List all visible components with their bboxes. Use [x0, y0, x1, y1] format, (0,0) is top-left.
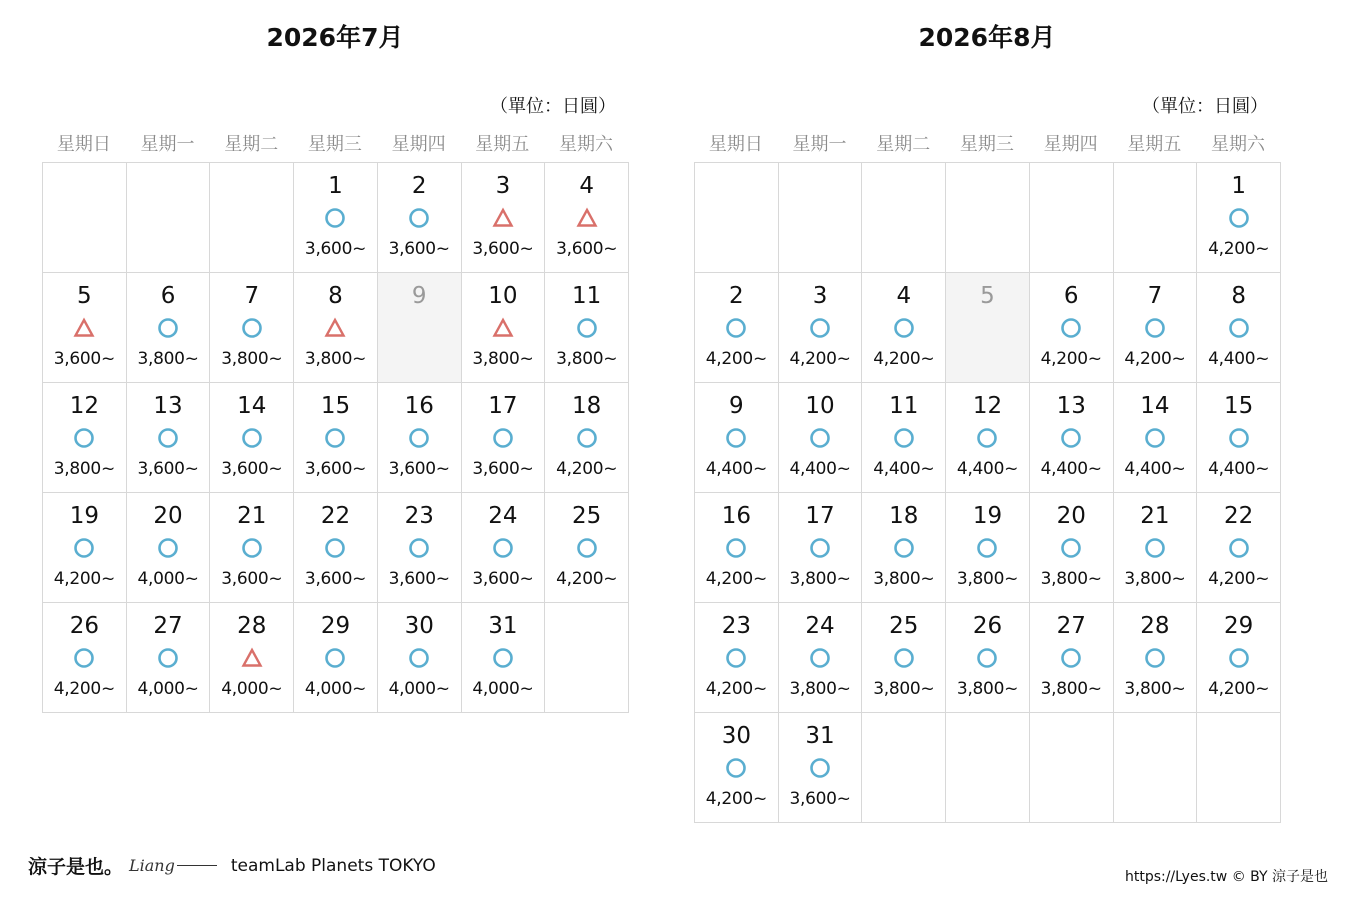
price-label: 4,200~: [1040, 349, 1102, 369]
day-number: 29: [320, 613, 351, 639]
weekday-label: 星期三: [959, 134, 1014, 155]
day-number: 25: [572, 503, 602, 529]
brand-logo: 涼子是也。: [28, 856, 124, 878]
day-number: 7: [1147, 283, 1163, 309]
day-cell: [695, 383, 779, 493]
available-circle-icon: [73, 427, 95, 449]
price-label: 4,400~: [705, 459, 767, 479]
price-label: 4,000~: [221, 679, 283, 699]
available-circle-icon: [725, 537, 747, 559]
day-cell: [695, 713, 779, 823]
day-number: 10: [488, 283, 518, 309]
day-number: 9: [729, 393, 744, 419]
price-label: 3,800~: [789, 569, 851, 589]
weekday-header: [694, 130, 1280, 160]
price-label: 4,200~: [705, 679, 767, 699]
day-cell: [462, 493, 546, 603]
day-cell: [378, 163, 462, 273]
available-circle-icon: [976, 647, 998, 669]
day-number: 1: [1231, 173, 1246, 199]
available-circle-icon: [492, 647, 514, 669]
available-circle-icon: [1228, 537, 1250, 559]
day-number: 27: [153, 613, 183, 639]
day-number: 13: [1056, 393, 1086, 419]
price-label: 3,600~: [304, 459, 367, 479]
day-cell: [1197, 273, 1281, 383]
available-circle-icon: [1228, 647, 1250, 669]
day-cell: [1197, 383, 1281, 493]
day-number: 21: [1140, 503, 1170, 529]
price-label: 3,600~: [388, 569, 450, 589]
available-circle-icon: [809, 427, 831, 449]
signature-underline: [177, 865, 217, 866]
footer-brand-area: [28, 852, 436, 879]
available-circle-icon: [809, 317, 831, 339]
price-label: 3,600~: [221, 569, 283, 589]
day-cell: [127, 383, 211, 493]
price-label: 4,200~: [53, 679, 115, 699]
empty-cell: [1030, 163, 1114, 273]
price-label: 3,600~: [304, 569, 367, 589]
price-label: 3,800~: [1040, 679, 1102, 699]
available-circle-icon: [809, 537, 831, 559]
available-circle-icon: [893, 317, 915, 339]
available-circle-icon: [408, 207, 430, 229]
available-circle-icon: [893, 427, 915, 449]
day-number: 14: [237, 393, 267, 419]
day-cell: [695, 603, 779, 713]
day-cell: [1030, 273, 1114, 383]
day-cell: [946, 603, 1030, 713]
price-label: 3,600~: [137, 459, 199, 479]
price-label: 3,800~: [873, 679, 935, 699]
day-cell: [127, 603, 211, 713]
price-label: 3,600~: [304, 239, 367, 259]
day-cell: [1197, 603, 1281, 713]
empty-cell: [946, 163, 1030, 273]
day-cell: [1030, 603, 1114, 713]
weekday-header: [42, 130, 628, 160]
day-cell: [545, 383, 629, 493]
day-cell: [378, 383, 462, 493]
available-circle-icon: [324, 427, 346, 449]
price-label: 3,800~: [304, 349, 367, 369]
day-number: 21: [237, 503, 267, 529]
day-number: 24: [805, 613, 835, 639]
available-circle-icon: [408, 427, 430, 449]
available-circle-icon: [809, 757, 831, 779]
empty-cell: [545, 603, 629, 713]
day-number: 2: [729, 283, 744, 309]
available-circle-icon: [893, 537, 915, 559]
day-number: 4: [579, 173, 594, 199]
available-circle-icon: [1144, 427, 1166, 449]
available-circle-icon: [73, 647, 95, 669]
day-number: 18: [889, 503, 919, 529]
weekday-label: 星期二: [876, 134, 931, 155]
price-label: 4,200~: [705, 789, 767, 809]
price-label: 4,200~: [1124, 349, 1186, 369]
day-cell: [378, 603, 462, 713]
empty-cell: [43, 163, 127, 273]
day-cell: [127, 273, 211, 383]
available-circle-icon: [976, 427, 998, 449]
available-circle-icon: [1060, 647, 1082, 669]
available-circle-icon: [576, 427, 598, 449]
day-number: 15: [1224, 393, 1254, 419]
day-number: 31: [488, 613, 518, 639]
weekday-label: 星期四: [391, 134, 446, 155]
day-number: 17: [805, 503, 835, 529]
price-label: 3,600~: [789, 789, 851, 809]
weekday-label: 星期五: [475, 134, 530, 155]
available-circle-icon: [809, 647, 831, 669]
available-circle-icon: [408, 537, 430, 559]
day-cell: [1197, 493, 1281, 603]
day-number: 23: [404, 503, 434, 529]
day-number: 5: [980, 283, 995, 309]
day-number: 7: [244, 283, 260, 309]
day-number: 22: [1224, 503, 1254, 529]
price-label: 4,200~: [705, 569, 767, 589]
day-number: 18: [572, 393, 602, 419]
day-cell: [43, 273, 127, 383]
day-cell: [294, 603, 378, 713]
day-number: 26: [69, 613, 99, 639]
price-label: 4,400~: [789, 459, 851, 479]
day-cell: [545, 163, 629, 273]
empty-cell: [1197, 713, 1281, 823]
price-label: 3,800~: [956, 679, 1019, 699]
price-label: 3,800~: [556, 349, 618, 369]
day-number: 27: [1056, 613, 1086, 639]
day-cell: [545, 273, 629, 383]
day-number: 6: [1063, 283, 1079, 309]
day-cell: [779, 383, 863, 493]
price-label: 3,800~: [472, 349, 534, 369]
empty-cell: [1114, 713, 1198, 823]
price-label: 4,400~: [1040, 459, 1102, 479]
available-circle-icon: [893, 647, 915, 669]
day-number: 11: [572, 283, 602, 309]
day-cell: [1030, 383, 1114, 493]
day-cell: [43, 383, 127, 493]
available-circle-icon: [725, 647, 747, 669]
day-number: 23: [721, 613, 751, 639]
day-cell: [462, 163, 546, 273]
price-label: 3,600~: [556, 239, 618, 259]
available-circle-icon: [1228, 317, 1250, 339]
available-circle-icon: [1060, 317, 1082, 339]
day-cell: [862, 383, 946, 493]
day-cell: [210, 383, 294, 493]
day-number: 4: [896, 283, 912, 309]
day-number: 12: [972, 393, 1003, 419]
day-number: 15: [320, 393, 351, 419]
price-label: 3,600~: [472, 459, 534, 479]
day-number: 20: [1056, 503, 1086, 529]
available-circle-icon: [1228, 427, 1250, 449]
limited-triangle-icon: [492, 317, 514, 339]
day-number: 26: [972, 613, 1003, 639]
limited-triangle-icon: [73, 317, 95, 339]
price-label: 4,200~: [556, 569, 618, 589]
day-cell: [1197, 163, 1281, 273]
price-label: 3,600~: [388, 459, 450, 479]
day-number: 28: [1140, 613, 1170, 639]
weekday-label: 星期日: [708, 134, 763, 155]
day-cell: [862, 493, 946, 603]
day-number: 8: [328, 283, 343, 309]
day-cell: [210, 493, 294, 603]
price-label: 4,400~: [1208, 459, 1270, 479]
available-circle-icon: [1060, 427, 1082, 449]
day-cell: [462, 383, 546, 493]
price-label: 4,200~: [53, 569, 115, 589]
price-label: 4,200~: [1208, 239, 1270, 259]
weekday-label: 星期三: [307, 134, 362, 155]
price-label: 3,800~: [1124, 569, 1186, 589]
available-circle-icon: [1144, 317, 1166, 339]
price-label: 4,000~: [137, 569, 199, 589]
signature: Liang: [129, 856, 175, 875]
day-number: 24: [488, 503, 518, 529]
price-label: 4,400~: [873, 459, 935, 479]
price-label: 3,600~: [53, 349, 115, 369]
empty-cell: [695, 163, 779, 273]
available-circle-icon: [1144, 537, 1166, 559]
price-label: 3,800~: [1124, 679, 1186, 699]
day-cell: [294, 163, 378, 273]
price-label: 3,600~: [221, 459, 283, 479]
weekday-label: 星期一: [140, 134, 195, 155]
limited-triangle-icon: [576, 207, 598, 229]
empty-cell: [210, 163, 294, 273]
price-label: 3,600~: [472, 569, 534, 589]
day-number: 16: [404, 393, 434, 419]
day-number: 6: [160, 283, 176, 309]
day-cell: [210, 273, 294, 383]
price-label: 4,000~: [137, 679, 199, 699]
available-circle-icon: [157, 317, 179, 339]
day-number: 11: [889, 393, 919, 419]
day-number: 3: [812, 283, 828, 309]
day-cell: [779, 273, 863, 383]
day-cell: [1114, 383, 1198, 493]
price-label: 4,400~: [956, 459, 1019, 479]
day-number: 16: [721, 503, 751, 529]
available-circle-icon: [241, 427, 263, 449]
day-cell: [462, 273, 546, 383]
date-grid: [42, 162, 629, 713]
day-number: 9: [411, 283, 427, 309]
closed-day-cell: [946, 273, 1030, 383]
day-cell: [462, 603, 546, 713]
price-label: 3,800~: [1040, 569, 1102, 589]
day-cell: [779, 493, 863, 603]
price-label: 3,800~: [137, 349, 199, 369]
price-label: 4,400~: [1124, 459, 1186, 479]
day-cell: [545, 493, 629, 603]
price-label: 3,800~: [956, 569, 1019, 589]
day-number: 3: [495, 173, 511, 199]
unit-label: （單位：日圓）: [490, 96, 616, 117]
day-number: 30: [721, 723, 751, 749]
available-circle-icon: [576, 317, 598, 339]
empty-cell: [946, 713, 1030, 823]
available-circle-icon: [576, 537, 598, 559]
weekday-label: 星期日: [56, 134, 111, 155]
day-number: 1: [328, 173, 343, 199]
price-label: 4,000~: [388, 679, 450, 699]
closed-day-cell: [378, 273, 462, 383]
weekday-label: 星期一: [792, 134, 847, 155]
day-number: 12: [69, 393, 99, 419]
day-cell: [946, 383, 1030, 493]
day-number: 19: [69, 503, 99, 529]
day-cell: [695, 493, 779, 603]
day-number: 2: [411, 173, 427, 199]
available-circle-icon: [408, 647, 430, 669]
available-circle-icon: [241, 317, 263, 339]
day-cell: [1114, 603, 1198, 713]
available-circle-icon: [725, 427, 747, 449]
weekday-label: 星期五: [1127, 134, 1182, 155]
available-circle-icon: [73, 537, 95, 559]
day-cell: [378, 493, 462, 603]
available-circle-icon: [157, 647, 179, 669]
day-cell: [946, 493, 1030, 603]
price-label: 3,800~: [873, 569, 935, 589]
day-cell: [43, 603, 127, 713]
available-circle-icon: [725, 757, 747, 779]
credit-line: https://Lyes.tw © BY 涼子是也: [1124, 869, 1328, 885]
price-label: 4,200~: [1208, 569, 1270, 589]
unit-label: （單位：日圓）: [1142, 96, 1268, 117]
price-label: 3,600~: [388, 239, 450, 259]
day-number: 19: [972, 503, 1003, 529]
day-cell: [294, 273, 378, 383]
price-label: 3,600~: [472, 239, 534, 259]
empty-cell: [1030, 713, 1114, 823]
price-label: 4,200~: [873, 349, 935, 369]
price-label: 4,200~: [556, 459, 618, 479]
available-circle-icon: [1144, 647, 1166, 669]
price-label: 4,200~: [1208, 679, 1270, 699]
day-cell: [210, 603, 294, 713]
price-label: 4,000~: [472, 679, 534, 699]
price-label: 4,400~: [1208, 349, 1270, 369]
available-circle-icon: [157, 427, 179, 449]
day-number: 5: [77, 283, 92, 309]
price-label: 4,200~: [789, 349, 851, 369]
day-number: 31: [805, 723, 835, 749]
available-circle-icon: [1228, 207, 1250, 229]
day-cell: [862, 273, 946, 383]
day-cell: [695, 273, 779, 383]
day-number: 10: [805, 393, 835, 419]
day-number: 17: [488, 393, 518, 419]
price-label: 3,800~: [789, 679, 851, 699]
available-circle-icon: [157, 537, 179, 559]
day-cell: [43, 493, 127, 603]
price-label: 3,800~: [53, 459, 115, 479]
day-cell: [127, 493, 211, 603]
weekday-label: 星期六: [1210, 134, 1265, 155]
price-label: 4,200~: [705, 349, 767, 369]
date-grid: [694, 162, 1281, 823]
limited-triangle-icon: [241, 647, 263, 669]
day-number: 29: [1224, 613, 1254, 639]
day-cell: [1114, 493, 1198, 603]
available-circle-icon: [725, 317, 747, 339]
month-title: 2026年7月: [266, 23, 404, 52]
price-label: 4,000~: [304, 679, 367, 699]
day-number: 25: [889, 613, 919, 639]
day-number: 30: [404, 613, 434, 639]
month-title: 2026年8月: [918, 23, 1056, 52]
day-cell: [1030, 493, 1114, 603]
day-number: 20: [153, 503, 183, 529]
day-number: 22: [320, 503, 351, 529]
day-cell: [779, 603, 863, 713]
day-cell: [779, 713, 863, 823]
weekday-label: 星期二: [224, 134, 279, 155]
available-circle-icon: [324, 537, 346, 559]
day-number: 8: [1231, 283, 1246, 309]
day-cell: [294, 383, 378, 493]
empty-cell: [779, 163, 863, 273]
available-circle-icon: [324, 647, 346, 669]
day-cell: [294, 493, 378, 603]
day-number: 13: [153, 393, 183, 419]
limited-triangle-icon: [324, 317, 346, 339]
limited-triangle-icon: [492, 207, 514, 229]
empty-cell: [1114, 163, 1198, 273]
available-circle-icon: [1060, 537, 1082, 559]
available-circle-icon: [492, 427, 514, 449]
empty-cell: [862, 713, 946, 823]
weekday-label: 星期四: [1043, 134, 1098, 155]
day-cell: [1114, 273, 1198, 383]
available-circle-icon: [976, 537, 998, 559]
day-number: 14: [1140, 393, 1170, 419]
day-number: 28: [237, 613, 267, 639]
available-circle-icon: [241, 537, 263, 559]
empty-cell: [127, 163, 211, 273]
price-label: 3,800~: [221, 349, 283, 369]
available-circle-icon: [492, 537, 514, 559]
available-circle-icon: [324, 207, 346, 229]
venue-name: teamLab Planets TOKYO: [230, 855, 436, 876]
empty-cell: [862, 163, 946, 273]
weekday-label: 星期六: [558, 134, 613, 155]
day-cell: [862, 603, 946, 713]
